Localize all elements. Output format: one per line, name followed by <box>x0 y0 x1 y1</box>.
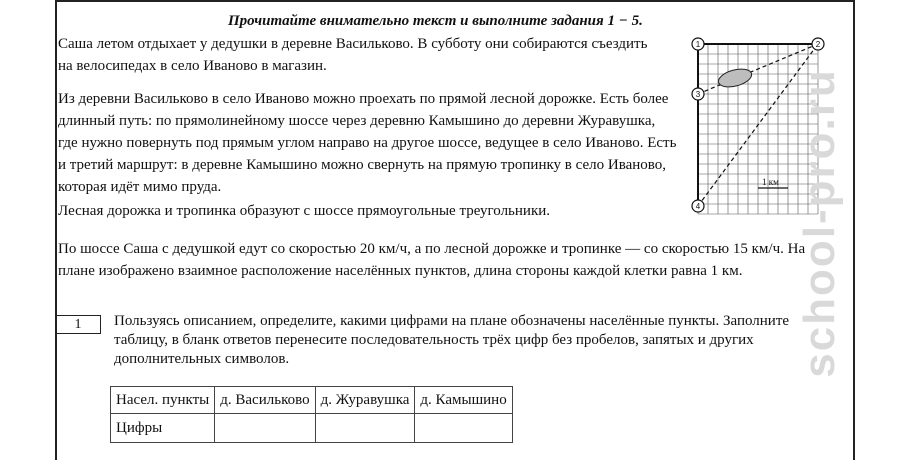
paragraph-speeds: По шоссе Саша с дедушкой едут со скоростью 20 км/ч, а по лесной дорожке и тропинке — со скоростью 15 км/ч. На плане изображено взаимное расположение населённых пунктов, длина стороны каждой клетки равна 1 км. <box>58 241 806 279</box>
page-frame-top <box>55 0 855 2</box>
marker-3-label: 3 <box>695 90 701 99</box>
page-frame-right <box>853 0 855 460</box>
watermark-container <box>790 20 850 420</box>
table-header-cell: д. Журавушка <box>315 387 415 414</box>
task-text: Пользуясь описанием, определите, какими цифрами на плане обозначены населённые пункты. Заполните таблицу, в бланк ответов перенесите последовательность трёх цифр без пробелов, запятых и других дополнительных символов. <box>114 313 790 367</box>
marker-3 <box>692 88 704 100</box>
scale-label: 1 км <box>762 177 779 187</box>
marker-1 <box>692 38 704 50</box>
task-number-box: 1 <box>55 315 101 334</box>
table-header-cell: д. Васильково <box>215 387 315 414</box>
table-row-label: Цифры <box>111 414 215 443</box>
paragraph-triangles: Лесная дорожка и тропинка образуют с шоссе прямоугольные треугольники. <box>58 203 551 219</box>
answer-cell-kamyshino[interactable] <box>415 414 512 443</box>
watermark-text: school-pro.ru <box>795 68 844 378</box>
instructions-title: Прочитайте внимательно текст и выполните задания 1 − 5. <box>228 13 643 29</box>
answer-cell-zhuravushka[interactable] <box>315 414 415 443</box>
table-header-cell: Насел. пункты <box>111 387 215 414</box>
answer-cell-vasilkovo[interactable] <box>215 414 315 443</box>
marker-2-label: 2 <box>815 40 821 49</box>
table-header-cell: д. Камышино <box>415 387 512 414</box>
paragraph-routes: Из деревни Васильково в село Иваново можно проехать по прямой лесной дорожке. Есть более длинный путь: по прямолинейному шоссе через деревню Камышино до деревни Журавушка, где нужно повернуть под прямым углом направо на другое шоссе, ведущее в село Иваново. Есть и третий маршрут: в деревне Камышино можно свернуть на прямую тропинку в село Иваново, которая идёт мимо пруда. <box>58 91 677 195</box>
marker-4 <box>692 200 704 212</box>
marker-1-label: 1 <box>695 40 701 49</box>
marker-4-label: 4 <box>695 202 701 211</box>
paragraph-intro: Саша летом отдыхает у дедушки в деревне Васильково. В субботу они собираются съездить на велосипедах в село Иваново в магазин. <box>58 36 648 74</box>
table-header-row <box>111 387 513 414</box>
page-frame-left <box>55 0 57 460</box>
answer-table <box>110 386 513 443</box>
table-answer-row <box>111 414 513 443</box>
